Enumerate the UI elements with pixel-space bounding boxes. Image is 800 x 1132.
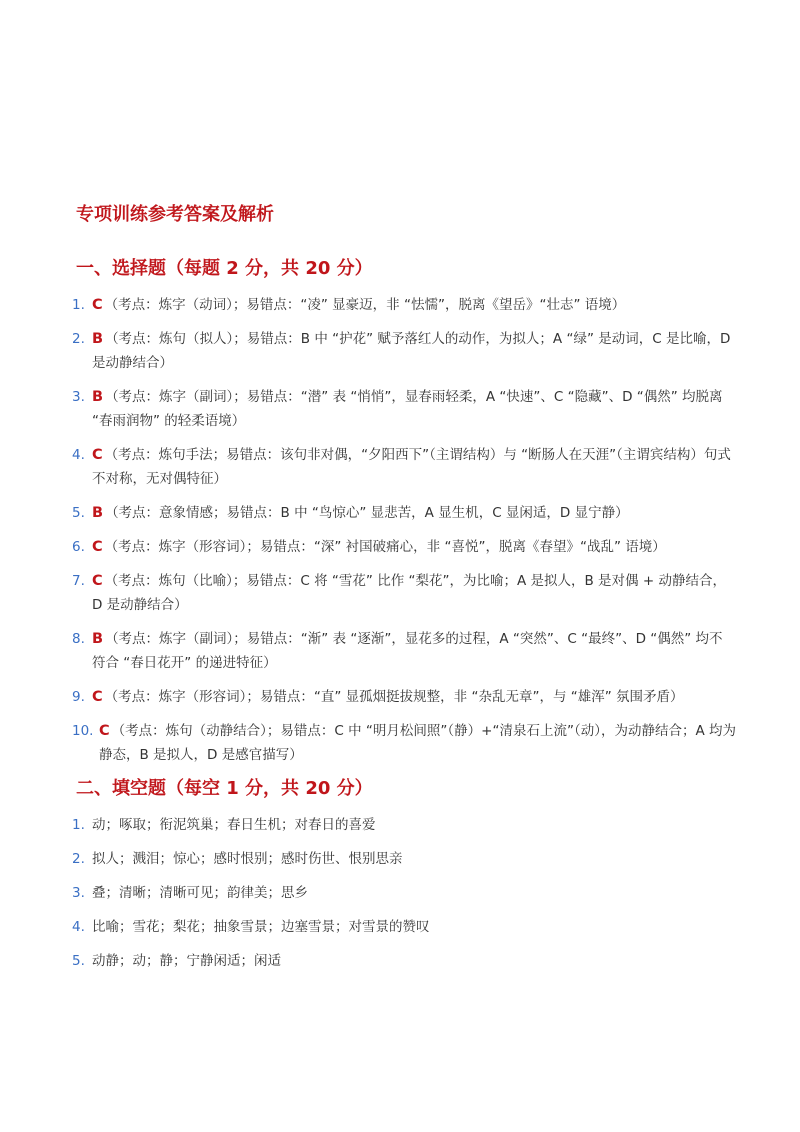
item-number: 2.	[72, 331, 85, 347]
answer-explanation: （考点：炼字（副词）；易错点：“渐” 表 “逐渐”，显花多的过程，A “突然”、C “最终”、D “偶然” 均不符合 “春日花开” 的递进特征）	[92, 631, 723, 671]
answer-explanation: （考点：意象情感；易错点：B 中 “鸟惊心” 显悲苦，A 显生机，C 显闲适，D 显宁静）	[105, 505, 629, 521]
answer-explanation: （考点：炼句手法；易错点：该句非对偶，“夕阳西下”（主谓结构）与 “断肠人在天涯”（主谓宾结构）句式不对称，无对偶特征）	[92, 447, 731, 487]
multiple-choice-answer-list	[72, 293, 736, 767]
answer-letter: B	[92, 505, 104, 521]
section-fill-blank-title: 二、填空题（每空 1 分，共 20 分）	[76, 778, 373, 799]
item-number: 10.	[72, 723, 94, 739]
choice-answer-item	[72, 685, 736, 709]
answer-explanation: （考点：炼字（副词）；易错点：“潜” 表 “悄悄”，显春雨轻柔，A “快速”、C “隐藏”、D “偶然” 均脱离 “春雨润物” 的轻柔语境）	[92, 389, 723, 429]
choice-answer-item	[72, 627, 736, 675]
answer-letter: C	[99, 723, 110, 739]
fill-blank-answers: 动；啄取；衔泥筑巢；春日生机；对春日的喜爱	[92, 817, 376, 833]
fill-blank-answers: 动静；动；静；宁静闲适；闲适	[92, 953, 281, 969]
item-number: 3.	[72, 885, 85, 901]
answer-letter: C	[92, 539, 103, 555]
choice-answer-item	[72, 535, 736, 559]
item-number: 5.	[72, 953, 85, 969]
fill-blank-answer-list	[72, 813, 736, 973]
fill-blank-answer-item	[72, 881, 736, 905]
answer-letter: B	[92, 631, 104, 647]
item-number: 1.	[72, 297, 85, 313]
fill-blank-answers: 拟人；溅泪；惊心；感时恨别；感时伤世、恨别思亲	[92, 851, 403, 867]
item-number: 9.	[72, 689, 85, 705]
fill-blank-answer-item	[72, 847, 736, 871]
choice-answer-item	[72, 327, 736, 375]
fill-blank-answer-item	[72, 915, 736, 939]
answer-explanation: （考点：炼句（拟人）；易错点：B 中 “护花” 赋予落红人的动作，为拟人；A “绿” 是动词，C 是比喻，D 是动静结合）	[92, 331, 731, 371]
choice-answer-item	[72, 501, 736, 525]
answer-document	[72, 203, 736, 983]
item-number: 8.	[72, 631, 85, 647]
choice-answer-item	[72, 443, 736, 491]
answer-letter: B	[92, 331, 104, 347]
fill-blank-answer-item	[72, 949, 736, 973]
item-number: 3.	[72, 389, 85, 405]
fill-blank-answers: 比喻；雪花；梨花；抽象雪景；边塞雪景；对雪景的赞叹	[92, 919, 430, 935]
document-title: 专项训练参考答案及解析	[76, 204, 274, 225]
item-number: 5.	[72, 505, 85, 521]
fill-blank-answers: 叠；清晰；清晰可见；韵律美；思乡	[92, 885, 308, 901]
item-number: 7.	[72, 573, 85, 589]
section-multiple-choice-title: 一、选择题（每题 2 分，共 20 分）	[76, 258, 373, 279]
answer-explanation: （考点：炼字（形容词）；易错点：“深” 衬国破痛心，非 “喜悦”，脱离《春望》“战乱” 语境）	[104, 539, 666, 555]
item-number: 1.	[72, 817, 85, 833]
answer-letter: B	[92, 389, 104, 405]
answer-explanation: （考点：炼句（动静结合）；易错点：C 中 “明月松间照”（静）+“清泉石上流”（动），为动静结合；A 均为静态，B 是拟人，D 是感官描写）	[99, 723, 736, 763]
answer-explanation: （考点：炼字（动词）；易错点：“凌” 显豪迈，非 “怯懦”，脱离《望岳》“壮志” 语境）	[104, 297, 626, 313]
answer-explanation: （考点：炼字（形容词）；易错点：“直” 显孤烟挺拔规整，非 “杂乱无章”，与 “雄浑” 氛围矛盾）	[104, 689, 684, 705]
choice-answer-item	[72, 719, 736, 767]
answer-explanation: （考点：炼句（比喻）；易错点：C 将 “雪花” 比作 “梨花”，为比喻；A 是拟人，B 是对偶 + 动静结合，D 是动静结合）	[92, 573, 726, 613]
answer-letter: C	[92, 447, 103, 463]
item-number: 4.	[72, 447, 85, 463]
item-number: 2.	[72, 851, 85, 867]
item-number: 4.	[72, 919, 85, 935]
choice-answer-item	[72, 385, 736, 433]
answer-letter: C	[92, 297, 103, 313]
choice-answer-item	[72, 569, 736, 617]
choice-answer-item	[72, 293, 736, 317]
item-number: 6.	[72, 539, 85, 555]
answer-letter: C	[92, 689, 103, 705]
answer-letter: C	[92, 573, 103, 589]
fill-blank-answer-item	[72, 813, 736, 837]
